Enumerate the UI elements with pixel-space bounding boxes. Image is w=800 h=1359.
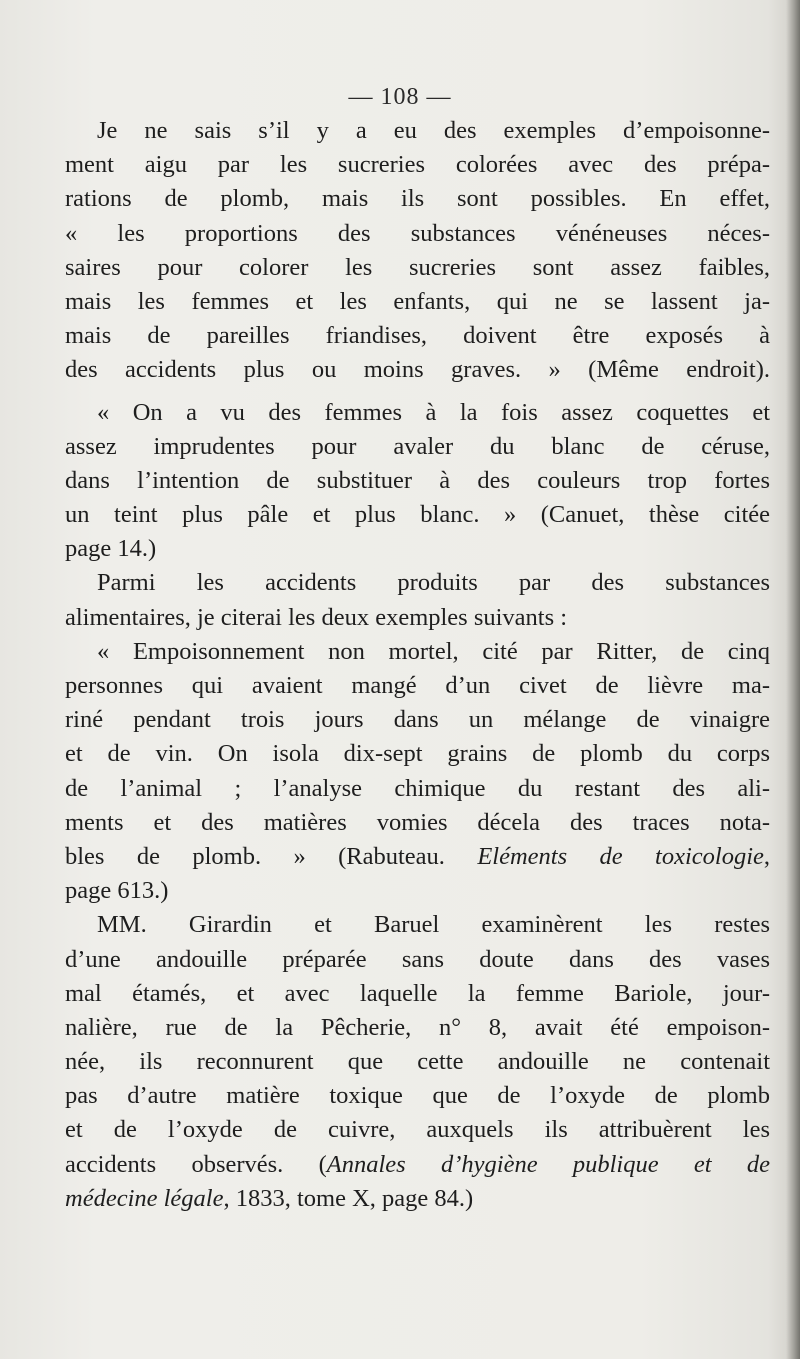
book-title: Eléments de toxicologie [477, 842, 764, 870]
journal-title-cont: médecine légale [65, 1184, 224, 1212]
text-line: des accidents plus ou moins graves. » (Même endroit). [65, 356, 770, 384]
paragraph-gap [65, 388, 770, 396]
text-line: MM. Girardin et Baruel examinèrent les restes [97, 911, 770, 939]
journal-title: Annales d’hygiène publique et de [326, 1150, 770, 1178]
text-line: alimentaires, je citerai les deux exemples suivants : [65, 603, 568, 631]
body-text [65, 114, 770, 1216]
text-line: Je ne sais s’il y a eu des exemples d’empoisonne- [97, 117, 770, 144]
text-line [65, 840, 770, 874]
running-head: — 108 — [348, 84, 452, 110]
citation-prefix: bles de plomb. » (Rabuteau. [65, 842, 478, 870]
text-line [65, 1182, 770, 1216]
text-line: « les proportions des substances vénéneuses néces- [65, 219, 770, 247]
paragraph-3 [65, 566, 770, 634]
text-line: dans l’intention de substituer à des couleurs trop fortes [65, 466, 770, 494]
paragraph-2 [65, 396, 770, 567]
citation-suffix: , 1833, tome X, page 84.) [223, 1184, 474, 1212]
page-edge-shadow [786, 0, 800, 1359]
text-line: page 14.) [65, 535, 157, 563]
text-line: ment aigu par les sucreries colorées avec des prépa- [65, 151, 770, 179]
text-line: mais de pareilles friandises, doivent être exposés à [65, 322, 770, 350]
text-line: et de vin. On isola dix-sept grains de plomb du corps [65, 740, 770, 768]
text-line: née, ils reconnurent que cette andouille ne contenait [65, 1048, 770, 1076]
text-line: rations de plomb, mais ils sont possibles. En effet, [65, 185, 770, 213]
text-line [65, 1148, 770, 1182]
text-line: nalière, rue de la Pêcherie, n° 8, avait été empoison- [65, 1013, 770, 1041]
text-line: Parmi les accidents produits par des substances [97, 569, 770, 597]
text-line: de l’animal ; l’analyse chimique du restant des ali- [65, 774, 770, 802]
paragraph-4 [65, 635, 770, 909]
paragraph-5 [65, 908, 770, 1216]
text-line: « Empoisonnement non mortel, cité par Ritter, de cinq [97, 637, 770, 665]
text-line: mais les femmes et les enfants, qui ne se lassent ja- [65, 287, 770, 315]
text-line: « On a vu des femmes à la fois assez coquettes et [97, 398, 770, 426]
text-line: riné pendant trois jours dans un mélange de vinaigre [65, 706, 770, 734]
text-line: personnes qui avaient mangé d’un civet de lièvre ma- [65, 672, 770, 699]
text-line: mal étamés, et avec laquelle la femme Bariole, jour- [65, 979, 770, 1007]
paragraph-1 [65, 114, 770, 388]
text-line: et de l’oxyde de cuivre, auxquels ils attribuèrent les [65, 1116, 770, 1144]
text-line: saires pour colorer les sucreries sont assez faibles, [65, 253, 770, 281]
text-line: assez imprudentes pour avaler du blanc de céruse, [65, 432, 770, 460]
text-line: un teint plus pâle et plus blanc. » (Canuet, thèse citée [65, 501, 770, 529]
citation-suffix: , [763, 842, 770, 870]
text-line: page 613.) [65, 877, 169, 905]
text-line: d’une andouille préparée sans doute dans des vases [65, 945, 770, 973]
citation-prefix: accidents observés. ( [65, 1150, 327, 1178]
text-line: ments et des matières vomies décela des traces nota- [65, 808, 770, 836]
text-line: pas d’autre matière toxique que de l’oxyde de plomb [65, 1082, 770, 1110]
